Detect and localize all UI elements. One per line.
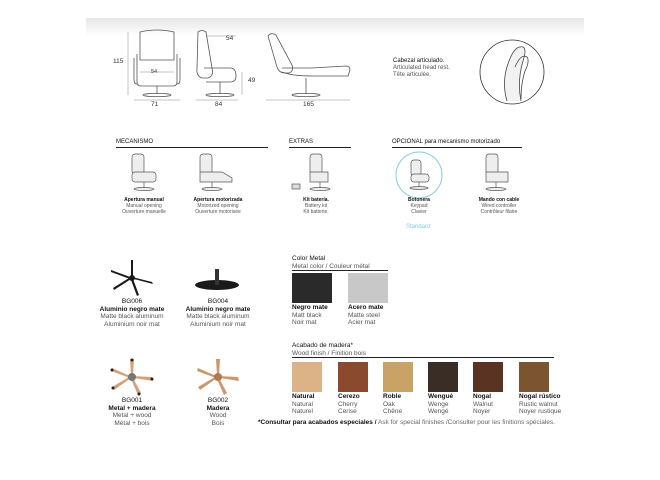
base-bg006-name: Aluminio negro mate xyxy=(99,305,165,313)
mechanism-manual-name: Apertura manual xyxy=(124,197,164,203)
wood-swatch-roble xyxy=(383,362,413,392)
section-extras-title: EXTRAS xyxy=(289,139,314,145)
base-bg004-name: Aluminio negro mate xyxy=(185,305,251,313)
extras-battery-fr: Kit batterie. xyxy=(303,209,329,215)
base-bg006-caption xyxy=(92,298,172,328)
headrest-title: Cabezal articulado. xyxy=(393,58,445,64)
base-bg004-en: Matte black aluminum xyxy=(186,313,250,320)
base-bg006-fr: Aluminium noir mat xyxy=(104,320,160,328)
extras-battery-caption xyxy=(286,197,346,215)
section-extras-rule xyxy=(289,147,351,148)
optional-wired-fr: Contrôleur filaire xyxy=(480,209,518,215)
metal-negro-fr: Noir mat xyxy=(292,319,317,326)
wood-nogal-caption xyxy=(473,393,493,416)
motorized-opening-image xyxy=(194,150,238,194)
base-bg006-code: BG006 xyxy=(121,298,143,305)
wood-cerezo-caption xyxy=(338,393,360,416)
base-bg001-fr: Métal + bois xyxy=(114,419,150,427)
extras-battery-en: Battery kit xyxy=(304,203,328,209)
metal-color-title: Color Metal xyxy=(292,255,326,262)
special-finishes-note-bold: *Consultar para acabados especiales / xyxy=(258,419,377,426)
wood-roble-name: Roble xyxy=(383,393,402,400)
extras-battery-name: Kit batería. xyxy=(303,197,329,203)
base-bg001-image xyxy=(108,357,156,397)
base-bg002-code: BG002 xyxy=(207,397,229,404)
wood-roble-fr: Chêne xyxy=(383,408,403,415)
metal-color-heading xyxy=(292,255,370,270)
wood-natural-en: Natural xyxy=(292,400,313,408)
chair-front-view xyxy=(134,30,180,97)
wood-cerezo-en: Cherry xyxy=(338,400,358,408)
mechanism-manual-en: Manual opening xyxy=(126,203,162,209)
section-optional-title: OPCIONAL para mecanismo motorizado xyxy=(392,139,501,145)
base-bg002-en: Wood xyxy=(209,412,227,419)
mechanism-motorized-caption xyxy=(176,197,260,215)
wood-nogal-rustico-fr: Noyer rustique xyxy=(519,408,562,415)
base-bg004-image xyxy=(193,265,241,295)
headrest-detail-image xyxy=(477,37,547,107)
wood-natural-name: Natural xyxy=(292,393,315,400)
dimension-drawings xyxy=(110,28,370,110)
metal-acero-en: Matte steel xyxy=(348,311,380,319)
mechanism-motorized-en: Motorized opening xyxy=(197,203,239,209)
wood-nogal-fr: Noyer xyxy=(473,408,491,415)
mechanism-manual-caption xyxy=(104,197,184,215)
wood-swatch-wengue xyxy=(428,362,458,392)
wood-swatch-nogal-rustico xyxy=(519,362,549,392)
base-bg002-image xyxy=(194,357,242,397)
base-bg006-en: Matte black aluminum xyxy=(100,313,164,320)
base-bg006-image xyxy=(107,258,157,298)
wood-wengue-fr: Wengé xyxy=(428,408,449,415)
optional-keypad-en: Keypad xyxy=(410,203,428,209)
manual-opening-image xyxy=(124,150,164,194)
base-bg001-name: Metal + madera xyxy=(108,404,156,412)
dim-depth: 84 xyxy=(215,101,223,108)
base-bg004-fr: Aluminium noir mat xyxy=(190,320,246,328)
wood-nogal-en: Walnut xyxy=(473,400,493,408)
wood-wengue-caption xyxy=(428,393,453,416)
section-mechanism-title: MECANISMO xyxy=(116,139,154,145)
wood-roble-en: Oak xyxy=(383,400,395,408)
wired-controller-image xyxy=(478,150,518,194)
optional-wired-caption xyxy=(466,197,532,215)
metal-swatch-acero-mate xyxy=(348,273,388,303)
base-bg004-caption xyxy=(178,298,258,328)
base-bg004-code: BG004 xyxy=(207,298,229,305)
battery-kit-image xyxy=(290,150,340,194)
dim-seat-height: 49 xyxy=(248,77,256,84)
wood-cerezo-fr: Cerise xyxy=(338,408,357,415)
optional-keypad-fr: Clavier xyxy=(411,209,427,215)
wood-nogal-name: Nogal xyxy=(473,393,492,400)
base-bg002-name: Madera xyxy=(206,404,230,412)
wood-natural-fr: Naturel xyxy=(292,408,313,415)
optional-keypad-caption xyxy=(389,197,449,215)
wood-swatch-cerezo xyxy=(338,362,368,392)
wood-natural-caption xyxy=(292,393,314,416)
wood-nogal-rustico-name: Nogal rústico xyxy=(519,393,561,400)
special-finishes-note-rest: Ask for special finishes /Consulter pour les finitions spéciales. xyxy=(376,419,555,426)
wood-finish-heading xyxy=(292,342,366,357)
wood-swatch-natural xyxy=(292,362,322,392)
wood-roble-caption xyxy=(383,393,402,416)
wood-wengue-en: Wenge xyxy=(428,400,449,408)
base-bg002-fr: Bois xyxy=(211,419,225,427)
metal-negro-caption xyxy=(292,304,328,327)
base-bg002-caption xyxy=(178,397,258,427)
base-bg001-en: Metal + wood xyxy=(112,412,152,419)
keypad-image xyxy=(393,150,445,200)
base-bg001-caption xyxy=(92,397,172,427)
base-bg001-code: BG001 xyxy=(121,397,143,404)
section-mechanism-rule xyxy=(116,147,268,148)
wood-nogal-rustico-en: Rustic walnut xyxy=(519,400,558,408)
metal-swatch-negro-mate xyxy=(292,273,332,303)
wood-nogal-rustico-caption xyxy=(519,393,561,416)
optional-keypad-name: Botonera xyxy=(408,197,430,203)
headrest-fr: Tête articulée. xyxy=(393,72,432,78)
section-optional-rule xyxy=(392,147,522,148)
metal-color-rule xyxy=(292,270,388,271)
mechanism-manual-fr: Ouverture manuelle xyxy=(122,209,166,215)
chair-reclined-view xyxy=(268,34,350,97)
wood-finish-rule xyxy=(292,357,554,358)
headrest-caption xyxy=(393,58,450,79)
metal-acero-caption xyxy=(348,304,383,327)
special-finishes-note xyxy=(258,419,555,426)
dim-seat-width: 54 xyxy=(151,69,158,75)
dim-seat-depth: 54 xyxy=(226,35,234,42)
dim-reclined-length: 165 xyxy=(303,101,314,108)
wood-finish-title: Acabado de madera* xyxy=(292,342,354,349)
wood-wengue-name: Wengué xyxy=(428,393,454,400)
wood-swatch-nogal xyxy=(473,362,503,392)
metal-acero-fr: Acier mat xyxy=(348,319,376,326)
metal-acero-name: Acero mate xyxy=(348,304,384,311)
headrest-en: Articulated head rest. xyxy=(393,65,450,71)
wood-finish-subtitle: Wood finish / Finition bois xyxy=(292,349,366,357)
dim-height: 115 xyxy=(113,58,124,65)
optional-wired-en: Wired controller xyxy=(481,203,517,209)
dim-width: 71 xyxy=(151,101,159,108)
wood-cerezo-name: Cerezo xyxy=(338,393,360,400)
optional-wired-name: Mando con cable xyxy=(478,197,520,203)
metal-color-subtitle: Metal color / Couleur métal xyxy=(292,262,370,270)
mechanism-motorized-name: Apertura motorizada xyxy=(193,197,243,203)
metal-negro-name: Negro mate xyxy=(292,304,328,311)
mechanism-motorized-fr: Ouverture motorisée xyxy=(195,209,241,215)
standard-label: Standard xyxy=(406,224,431,230)
metal-negro-en: Matt black xyxy=(292,311,322,319)
